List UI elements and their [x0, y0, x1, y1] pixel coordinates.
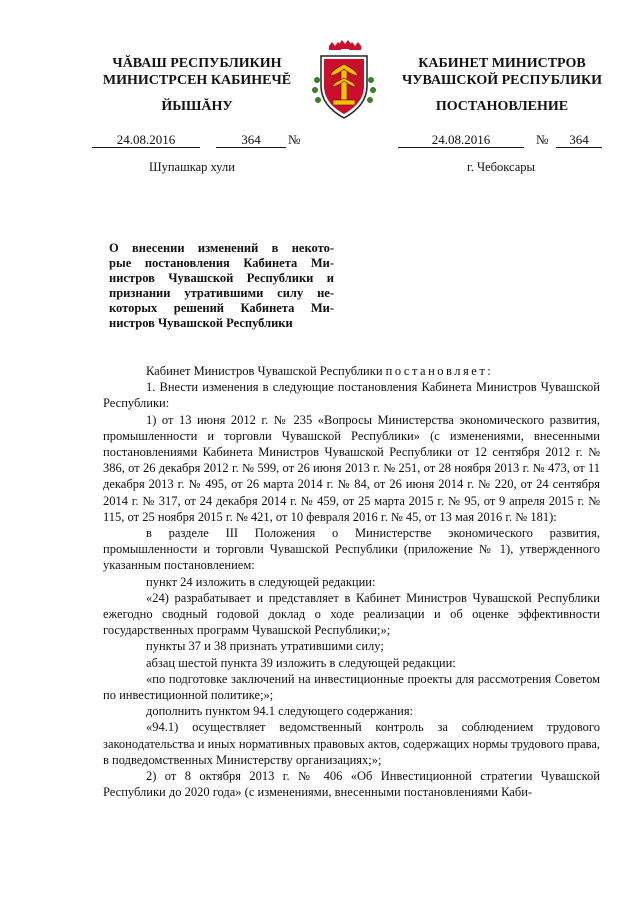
title-line: рые постановления Кабинета Ми- [109, 256, 334, 270]
title-line: нистров Чувашской Республики и [109, 271, 334, 285]
header-right [392, 55, 612, 89]
title-line: которых решений Кабинета Ми- [109, 301, 334, 315]
body-paragraph: «94.1) осуществляет ведомственный контроль за соблюдением трудового законодательства и иных нормативных правовых актов, содержащих нормы трудового права, в подведомственных Министерству организациях;»; [103, 720, 600, 767]
place-left: Шупашкар хули [149, 160, 235, 174]
no-sign-left: № [288, 132, 301, 147]
intro-spaced: постановляет: [385, 364, 494, 378]
document-body [103, 363, 600, 800]
body-paragraph: 2) от 8 октября 2013 г. № 406 «Об Инвестиционной стратегии Чувашской Республики до 2020 года» (с изменениями, внесенными постановлениями Каби- [103, 769, 600, 800]
doctype-left: ЙЫШĂНУ [161, 99, 233, 114]
body-paragraph: «24) разрабатывает и представляет в Кабинет Министров Чувашской Республики ежегодно сводный годовой доклад о ходе реализации и об оценке эффективности государственных программ Чувашской Республики;»; [103, 590, 600, 638]
header-left-line1: ЧĂВАШ РЕСПУБЛИКИН [112, 56, 282, 71]
number-line-right [398, 132, 604, 148]
no-sign-right: № [536, 132, 549, 147]
document-title [109, 241, 334, 331]
number-right: 364 [556, 132, 602, 148]
body-paragraph: 1. Внести изменения в следующие постановления Кабинета Министров Чувашской Республики: [103, 380, 600, 411]
body-paragraph: 1) от 13 июня 2012 г. № 235 «Вопросы Министерства экономического развития, промышленности и торговли Чувашской Республики» (с изменениями, внесенными постановлениями Кабинета Министров Чувашской Республики от 12 сентября 2012 г. № 386, от 26 декабря 2012 г. № 599, от 26 июня 2013 г. № 251, от 28 ноября 2013 г. № 473, от 11 декабря 2013 г. № 495, от 26 марта 2014 г. № 84, от 26 июня 2014 г. № 220, от 24 сентября 2014 г. № 317, от 24 декабря 2014 г. № 459, от 25 марта 2015 г. № 95, от 9 апреля 2015 г. № 115, от 25 ноября 2015 г. № 421, от 10 февраля 2016 г. № 45, от 13 мая 2016 г. № 181): [103, 412, 600, 524]
body-paragraph: абзац шестой пункта 39 изложить в следующей редакции: [146, 655, 456, 670]
intro-text: Кабинет Министров Чувашской Республики [146, 364, 386, 378]
date-left: 24.08.2016 [92, 132, 200, 148]
doctype-right: ПОСТАНОВЛЕНИЕ [435, 99, 569, 114]
title-line: О внесении изменений в некото- [109, 241, 334, 255]
header-left [92, 55, 302, 89]
body-paragraph: пункт 24 изложить в следующей редакции: [146, 574, 376, 589]
body-paragraph: в разделе III Положения о Министерстве экономического развития, промышленности и торговли Чувашской Республики (приложение № 1), утвержденного указанным постановлением: [103, 526, 600, 573]
place-right: г. Чебоксары [467, 160, 535, 174]
body-paragraph: «по подготовке заключений на инвестиционные проекты для рассмотрения Советом по инвестиционной политике;»; [103, 671, 600, 703]
header-right-line1: КАБИНЕТ МИНИСТРОВ [418, 56, 586, 71]
number-left: 364 [216, 132, 286, 148]
body-paragraph: пункты 37 и 38 признать утратившими силу; [146, 639, 384, 654]
title-line: нистров Чувашской Республики [109, 316, 293, 330]
body-intro [103, 363, 600, 379]
header-right-line2: ЧУВАШСКОЙ РЕСПУБЛИКИ [401, 73, 603, 88]
title-line: признании утратившими силу не- [109, 286, 334, 300]
chuvash-emblem-icon [307, 40, 381, 122]
date-right: 24.08.2016 [398, 132, 524, 148]
number-line-left [92, 132, 307, 148]
header-left-line2: МИНИСТРСЕН КАБИНЕЧĔ [102, 73, 292, 88]
body-paragraph: дополнить пунктом 94.1 следующего содержания: [146, 704, 414, 719]
